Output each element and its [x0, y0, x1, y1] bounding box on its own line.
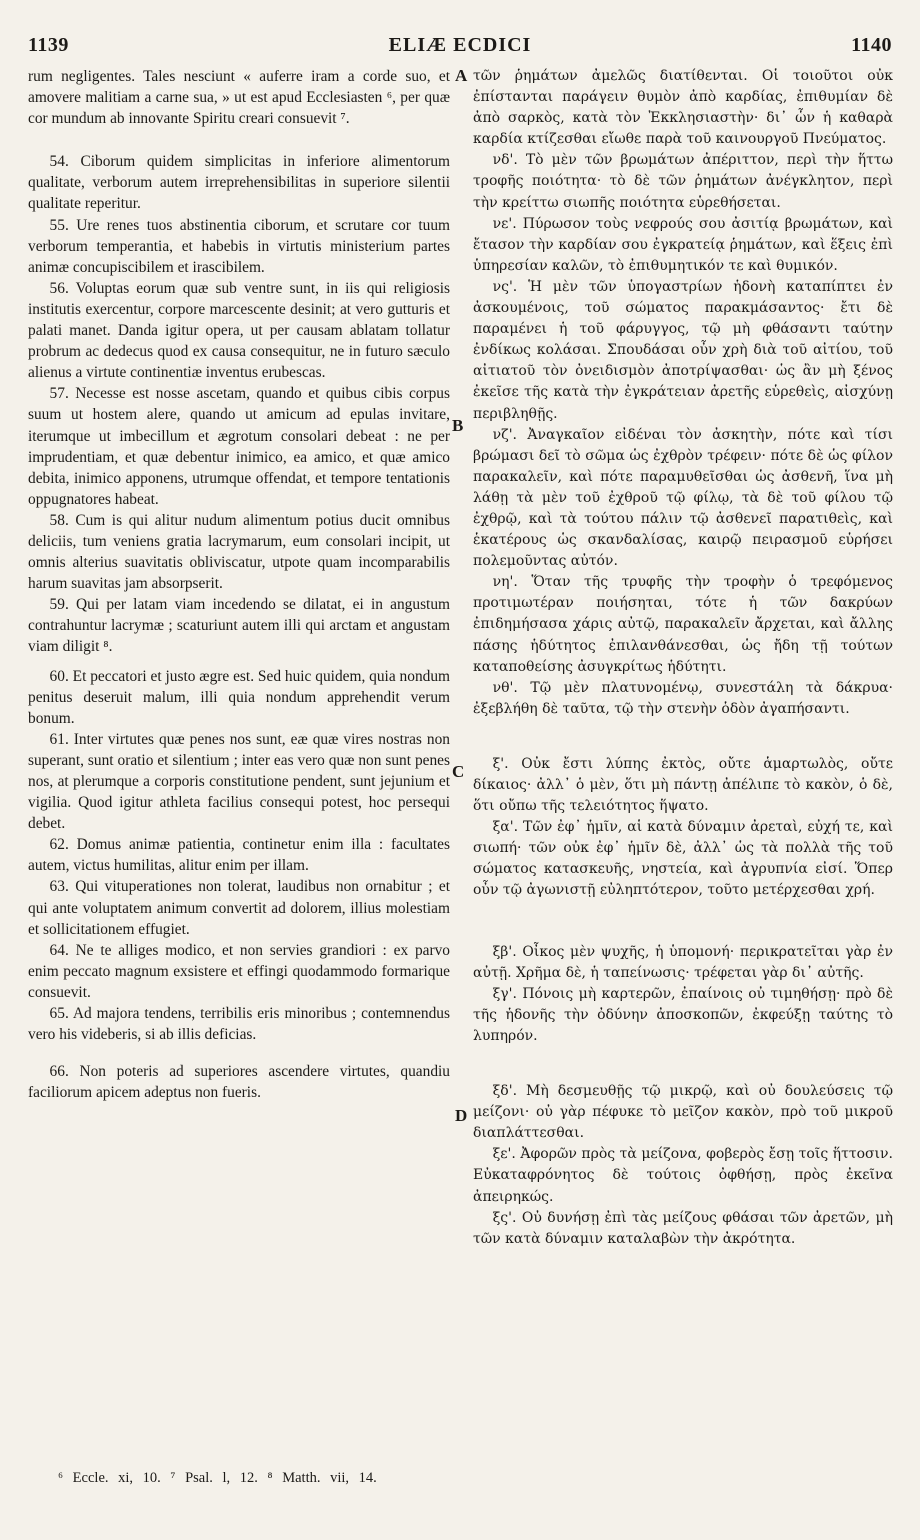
greek-paragraph-60: ξ'. Οὐκ ἔστι λύπης ἐκτὸς, οὔτε ἁμαρτωλὸς, οὔτε δίκαιος· ἀλλ᾽ ὁ μὲν, ὅτι μὴ πάντῃ ἀπέλιπε τὸ κακὸν, ὁ δὲ, ὅτι οὔπω τῆς τελειότητος ἥψατο.	[473, 755, 893, 815]
greek-paragraph-continued: τῶν ῥημάτων ἀμελῶς διατίθενται. Οἱ τοιοῦτοι οὐκ ἐπίστανται παράγειν θυμὸν ἀπὸ καρδίας, ἐπιθυμίαν δὲ ἀπὸ σαρκὸς, κατὰ τὸν Ἐκκλησιαστὴν· δι᾽ ὧν ἡ καθαρὰ καρδία κτίζεσθαι εἴωθε παρὰ τοῦ καινουργοῦ Πνεύματος.	[473, 68, 893, 148]
margin-marker-a: A	[455, 66, 468, 85]
greek-paragraph-66: ξς'. Οὐ δυνήσῃ ἐπὶ τὰς μείζους φθάσαι τῶν ἀρετῶν, μὴ τῶν κατὰ δύναμιν καταλαβὼν τὴν ἀκρότητα.	[473, 1209, 893, 1247]
latin-paragraph-continued: rum negligentes. Tales nesciunt « auferre iram a corde suo, et amovere malitiam a carne sua, » ut est apud Ecclesiasten ⁶, per quæ cor mundum ab innovante Spiritu creari consuevit ⁷.	[28, 68, 450, 128]
latin-paragraph-56: 56. Voluptas eorum quæ sub ventre sunt, in iis qui religiosis institutis exercentur, corpore marcescente desinit; at vero gutturis et palati manet. Danda igitur opera, ut per causam ablatam tollatur probrum ac dedecus quod ex causa consequitur, ne in futuro sæculo alienus a virtute continentiæ inventus erubescas.	[28, 279, 450, 382]
margin-marker-b: B	[452, 416, 464, 435]
greek-paragraph-56: νς'. Ἡ μὲν τῶν ὑπογαστρίων ἡδονὴ καταπίπτει ἐν ἀσκουμένοις, τοῦ σώματος παρακμάσαντος· ἔτι δὲ παραμένει ἡ τοῦ φάρυγγος, τῷ μὴ φθάσαντι ταύτην ἐνδίκως κολάσαι. Σπουδάσαι οὖν χρὴ διὰ τοῦ αἰτίου, τοῦ αἰτιατοῦ τὸν ὀνειδισμὸν ἀποτρίψασθαι· ὡς ἂν μὴ ξένος ἐκεῖσε τῆς κατὰ τὴν ἐγκράτειαν ἀρετῆς εὑρεθεὶς, αἰσχύνῃ περιβληθῇς.	[473, 278, 893, 422]
greek-paragraph-54: νδ'. Τὸ μὲν τῶν βρωμάτων ἀπέριττον, περὶ τὴν ἥττω τροφῆς ποιότητα· τὸ δὲ τῶν ῥημάτων ἀνέγκλητον, περὶ τὴν κρείττω σιωπῆς ποιότητα εὑρεθήσεται.	[473, 152, 893, 211]
margin-marker-d: D	[455, 1106, 468, 1125]
latin-paragraph-63: 63. Qui vituperationes non tolerat, laudibus non ornabitur ; et qui ante voluptatem animum convertit ad dolorem, illius molestiam et sollicitationem effugiet.	[28, 878, 450, 938]
margin-marker-c: C	[452, 762, 465, 781]
greek-paragraph-63: ξγ'. Πόνοις μὴ καρτερῶν, ἐπαίνοις οὐ τιμηθήσῃ· πρὸ δὲ τῆς ἡδονῆς τὴν ὀδύνην ἀποσκοπῶν, ἐκφεύξῃ ταύτης τὸ λυπηρόν.	[473, 985, 893, 1044]
latin-paragraph-65: 65. Ad majora tendens, terribilis eris minoribus ; contemnendus vero his videberis, si ab illis deficias.	[28, 1005, 450, 1044]
latin-paragraph-66: 66. Non poteris ad superiores ascendere virtutes, quandiu faciliorum apicem adeptus non fueris.	[28, 1063, 450, 1102]
page-header	[28, 34, 892, 64]
latin-paragraph-61: 61. Inter virtutes quæ penes nos sunt, eæ quæ vires nostras non superant, sunt oratio et silentium ; inter eas vero quæ non sunt penes nos, at plerumque a corporis constitutione pendent, sunt jejunium et vigilia. Quod igitur athleta facilius consequi potest, hoc persequi debet.	[28, 730, 450, 833]
greek-paragraph-64: ξδ'. Μὴ δεσμευθῇς τῷ μικρῷ, καὶ οὐ δουλεύσεις τῷ μείζονι· οὐ γὰρ πέφυκε τὸ μεῖζον κακὸν, πρὸ τοῦ μικροῦ διαπλάττεσθαι.	[473, 1083, 893, 1142]
latin-paragraph-57: 57. Necesse est nosse ascetam, quando et quibus cibis corpus suum ut hostem alere, quando ut amicum ad epulas invitare, iterumque ut imbecillum et ægrotum consolari debeat : ne per imprudentiam, et quæ debentur inimico, ea amico, et quæ amico debita, inimico apponens, utrumque offendat, et tempore tentationis oppugnatores habeat.	[28, 385, 450, 508]
latin-column	[28, 66, 450, 1103]
greek-paragraph-65: ξε'. Ἀφορῶν πρὸς τὰ μείζονα, φοβερὸς ἔσῃ τοῖς ἥττοσιν. Εὐκαταφρόνητος δὲ τούτοις ὀφθήσῃ, πρὸς ἐκεῖνα ἀπειρηκώς.	[473, 1146, 893, 1205]
latin-paragraph-55: 55. Ure renes tuos abstinentia ciborum, et scrutare cor tuum verborum temperantia, et habebis in virtutis ministerium partes animæ concupiscibilem et irascibilem.	[28, 216, 450, 276]
latin-paragraph-60: 60. Et peccatori et justo ægre est. Sed huic quidem, quia nondum penitus deseruit malum, illi quia nondum apprehendit verum bonum.	[28, 667, 450, 727]
running-title: ELIÆ ECDICI	[388, 34, 532, 56]
greek-paragraph-62: ξβ'. Οἶκος μὲν ψυχῆς, ἡ ὑπομονή· περικρατεῖται γὰρ ἐν αὐτῇ. Χρῆμα δὲ, ἡ ταπείνωσις· τρέφεται γὰρ δι᾽ αὐτῆς.	[473, 943, 893, 981]
greek-column	[473, 66, 893, 1250]
footnotes: ⁶ Eccle. xi, 10. ⁷ Psal. l, 12. ⁸ Matth. vii, 14.	[58, 1470, 377, 1486]
latin-paragraph-62: 62. Domus animæ patientia, continetur enim illa : facultates autem, victus humilitas, alitur enim per illam.	[28, 836, 450, 875]
greek-paragraph-58: νη'. Ὅταν τῆς τρυφῆς τὴν τροφὴν ὁ τρεφόμενος προτιμωτέραν ποιήσηται, τότε ἡ τῶν δακρύων ἐπιδημήσασα χάρις αὐτῷ, παρακαλεῖν ἄρχεται, καὶ ἄλλης πάσης ἡδύτητος ἐπιλανθάνεσθαι, ὡς ἤδη τῇ τούτων καταποθείσης ἀσυγκρίτως ἡδύτητι.	[473, 574, 893, 675]
greek-paragraph-55: νε'. Πύρωσον τοὺς νεφρούς σου ἀσιτίᾳ βρωμάτων, καὶ ἔτασον τὴν καρδίαν σου ἐγκρατείᾳ ῥημάτων, καὶ ἕξεις ἐπὶ ὑπηρεσίαν καλῶν, τὸ ἐπιθυμητικόν τε καὶ θυμικόν.	[473, 215, 893, 274]
latin-paragraph-64: 64. Ne te alliges modico, et non servies grandiori : ex parvo enim peccato magnum exsistere et effingi quodammodo formarique consuevit.	[28, 941, 450, 1001]
greek-paragraph-57: νζ'. Ἀναγκαῖον εἰδέναι τὸν ἀσκητὴν, πότε καὶ τίσι βρώμασι δεῖ τὸ σῶμα ὡς ἐχθρὸν τρέφειν· πότε δὲ ὡς φίλον παρακαλεῖν, καὶ πότε παραμυθεῖσθαι ὡς ἀσθενῆ, ἵνα μὴ λάθῃ τὰ μὲν τοῦ ἐχθροῦ τῷ φίλῳ, τὰ δὲ τοῦ φίλου τῷ ἐχθρῷ, καὶ τὰ τούτου πάλιν τῷ ἀσθενεῖ παρατιθεὶς, καὶ ἑκατέρους ὡς σκανδαλίσας, καιρῷ πειρασμοῦ εὑρήσει πολεμοῦντας αὐτόν.	[473, 426, 893, 570]
greek-paragraph-61: ξα'. Τῶν ἐφ᾽ ἡμῖν, αἱ κατὰ δύναμιν ἀρεταὶ, εὐχή τε, καὶ σιωπή· τῶν οὐκ ἐφ᾽ ἡμῖν δὲ, ἀλλ᾽ ὡς τὰ πολλὰ τῆς τοῦ σώματος κατασκευῆς, νηστεία, καὶ ἀγρυπνία εἰσί. Ὅπερ οὖν τῷ ἀγωνιστῇ εὐληπτότερον, τοῦτο μετέρχεσθαι χρή.	[473, 819, 893, 899]
latin-paragraph-59: 59. Qui per latam viam incedendo se dilatat, ei in angustum contrahuntur lacrymæ ; scaturiunt autem illi qui arctam et angustam viam diligit ⁸.	[28, 596, 450, 656]
greek-paragraph-59: νθ'. Τῷ μὲν πλατυνομένῳ, συνεστάλη τὰ δάκρυα· ἐξεβλήθη δὲ ταῦτα, τῷ τὴν στενὴν ὁδὸν ἀγαπήσαντι.	[473, 679, 893, 717]
page-number-left: 1139	[28, 34, 69, 56]
latin-paragraph-58: 58. Cum is qui alitur nudum alimentum potius ducit omnibus deliciis, tum veniens gratia lacrymarum, eum consolari incipit, ut omnis alterius suavitatis obliviscatur, utpote quam incomparabilis harum suavitas jam absorpserit.	[28, 511, 450, 593]
page-number-right: 1140	[851, 34, 892, 56]
latin-paragraph-54: 54. Ciborum quidem simplicitas in inferiore alimentorum qualitate, verborum autem irreprehensibilitas in superiore silentii qualitate reperitur.	[28, 153, 450, 213]
